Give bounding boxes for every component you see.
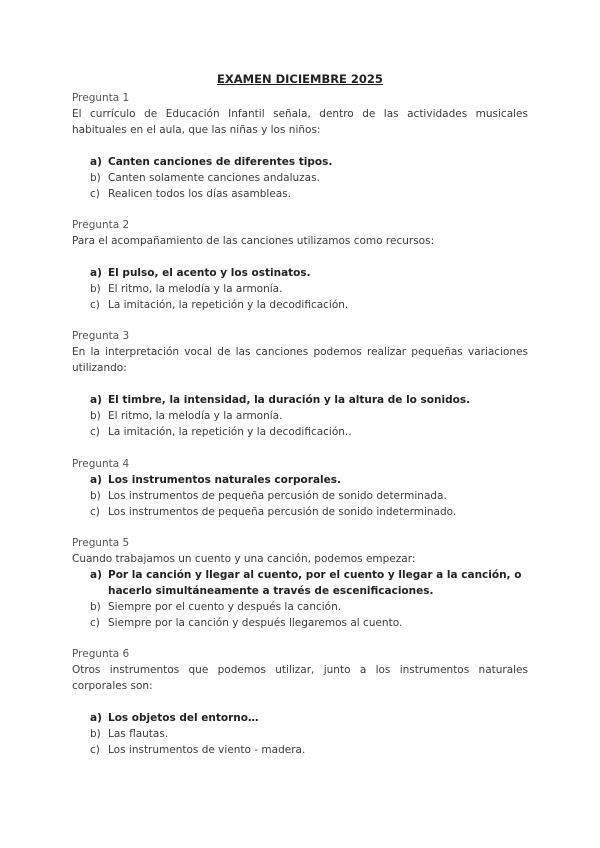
option-letter: c) (90, 426, 100, 438)
option-text: Realicen todos los días asambleas. (108, 188, 292, 200)
question-text: Para el acompañamiento de las canciones utilizamos como recursos: (72, 235, 435, 247)
option-letter: c) (90, 506, 100, 518)
option-a (72, 265, 528, 281)
question-label: Pregunta 6 (72, 648, 130, 660)
option-text: Canten canciones de diferentes tipos. (108, 156, 333, 168)
exam-title: EXAMEN DICIEMBRE 2025 (217, 72, 383, 86)
option-text: Los instrumentos de viento - madera. (108, 744, 306, 756)
option-c (72, 297, 528, 313)
option-text: El timbre, la intensidad, la duración y la altura de lo sonidos. (108, 394, 471, 406)
option-a (72, 710, 528, 726)
options-list (72, 710, 528, 758)
option-letter: c) (90, 188, 100, 200)
option-text: Canten solamente canciones andaluzas. (108, 172, 320, 184)
question-3 (72, 328, 528, 440)
question-label: Pregunta 3 (72, 330, 130, 342)
question-label: Pregunta 5 (72, 537, 130, 549)
question-4 (72, 456, 528, 520)
option-b (72, 488, 528, 504)
options-list (72, 567, 528, 631)
question-1 (72, 90, 528, 202)
option-a (72, 472, 528, 488)
options-list (72, 472, 528, 520)
question-text: El currículo de Educación Infantil señala, dentro de las actividades musicales habituales en el aula, que las niñas y los niños: (72, 108, 528, 136)
option-letter: b) (90, 728, 101, 740)
option-letter: b) (90, 490, 101, 502)
question-text: Otros instrumentos que podemos utilizar, junto a los instrumentos naturales corporales son: (72, 664, 528, 692)
option-letter: a) (90, 712, 102, 724)
question-label: Pregunta 4 (72, 458, 130, 470)
option-letter: a) (90, 394, 102, 406)
option-letter: b) (90, 283, 101, 295)
option-text: La imitación, la repetición y la decodificación. (108, 299, 349, 311)
option-letter: a) (90, 156, 102, 168)
option-letter: a) (90, 569, 102, 581)
question-label: Pregunta 1 (72, 92, 130, 104)
option-text: Los instrumentos naturales corporales. (108, 474, 341, 486)
options-list (72, 392, 528, 440)
option-a (72, 567, 528, 599)
question-label: Pregunta 2 (72, 219, 130, 231)
option-text: Los instrumentos de pequeña percusión de sonido determinada. (108, 490, 447, 502)
option-text: Las flautas. (108, 728, 169, 740)
question-text: En la interpretación vocal de las canciones podemos realizar pequeñas variaciones utilizando: (72, 346, 528, 374)
option-letter: a) (90, 474, 102, 486)
option-letter: b) (90, 410, 101, 422)
option-text: Por la canción y llegar al cuento, por el cuento y llegar a la canción, o hacerlo simultáneamente a través de escenificaciones. (108, 569, 522, 597)
option-a (72, 154, 528, 170)
option-text: Los objetos del entorno… (108, 712, 259, 724)
option-text: La imitación, la repetición y la decodificación.. (108, 426, 352, 438)
option-c (72, 186, 528, 202)
options-list (72, 265, 528, 313)
option-c (72, 424, 528, 440)
option-text: Siempre por la canción y después llegaremos al cuento. (108, 617, 403, 629)
option-c (72, 742, 528, 758)
option-b (72, 599, 528, 615)
question-text: Cuando trabajamos un cuento y una canción, podemos empezar: (72, 553, 416, 565)
option-b (72, 281, 528, 297)
question-6 (72, 646, 528, 758)
option-text: El ritmo, la melodía y la armonía. (108, 283, 283, 295)
option-letter: b) (90, 601, 101, 613)
options-list (72, 154, 528, 202)
option-letter: c) (90, 617, 100, 629)
option-letter: a) (90, 267, 102, 279)
option-letter: c) (90, 299, 100, 311)
question-5 (72, 535, 528, 631)
question-2 (72, 217, 528, 313)
option-letter: c) (90, 744, 100, 756)
option-b (72, 170, 528, 186)
option-text: Siempre por el cuento y después la canción. (108, 601, 342, 613)
option-c (72, 504, 528, 520)
option-letter: b) (90, 172, 101, 184)
option-a (72, 392, 528, 408)
option-b (72, 726, 528, 742)
option-text: El ritmo, la melodía y la armonía. (108, 410, 283, 422)
option-c (72, 615, 528, 631)
option-b (72, 408, 528, 424)
option-text: Los instrumentos de pequeña percusión de sonido indeterminado. (108, 506, 457, 518)
option-text: El pulso, el acento y los ostinatos. (108, 267, 311, 279)
